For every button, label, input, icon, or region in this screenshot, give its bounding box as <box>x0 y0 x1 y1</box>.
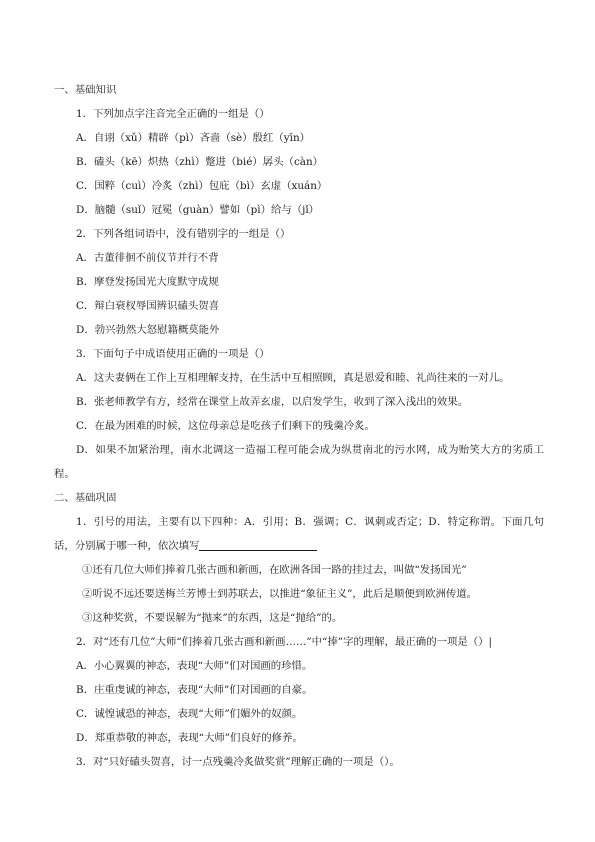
document-body <box>54 78 544 774</box>
question-1-option-c: C．国粹（cuì）冷炙（zhì）包庇（bì）玄虚（xuán） <box>76 180 328 192</box>
question-2-option-d: D．勃兴勃然大怒慰籍概莫能外 <box>76 324 220 336</box>
question-3-option-c: C．在最为困难的时候，这位母亲总是吃孩子们剩下的残羹冷炙。 <box>76 420 375 432</box>
question-3-stem: 3．下面句子中成语使用正确的一项是（） <box>76 348 270 360</box>
answer-blank[interactable] <box>199 538 317 551</box>
practice-2-option-c: C．诚惶诚恐的神态，表现“大师”们媚外的奴颜。 <box>76 708 303 720</box>
practice-1-stem-text: 1．引号的用法，主要有以下四种：A．引用；B．强调；C．讽刺或否定；D．特定称谓。下面几句话，分别属于哪一种，依次填写 <box>54 516 544 552</box>
question-2-option-c: C．辩白衰杈辱国辨识磕头贺喜 <box>76 300 220 312</box>
practice-1-sentence-1: ①还有几位大师们捧着几张古画和新画，在欧洲各国一路的挂过去，叫做“发扬国光” <box>82 564 467 576</box>
question-3-option-d: D．如果不加紧治理，南水北调这一造福工程可能会成为纵贯南北的污水网，成为贻笑大方的劣质工程。 <box>54 444 544 480</box>
practice-2-option-d: D．郑重恭敬的神态，表现“大师”们良好的修养。 <box>76 732 303 744</box>
practice-2-option-a: A．小心翼翼的神态，表现“大师”们对国画的珍惜。 <box>76 660 313 672</box>
practice-1-stem <box>54 510 544 558</box>
practice-3-stem: 3．对“只好磕头贺喜，讨一点残羹冷炙做奖赏”理解正确的一项是（）。 <box>76 756 400 768</box>
section-heading-consolidation: 二、基础巩固 <box>54 492 117 504</box>
practice-2-option-b: B．庄重虔诚的神态，表现“大师”们对国画的自豪。 <box>76 684 313 696</box>
question-2-stem: 2．下列各组词语中，没有错别字的一组是（） <box>76 228 291 240</box>
section-heading-basic-knowledge: 一、基础知识 <box>54 84 117 96</box>
question-1-option-b: B．磕头（kē）炽热（zhì）蹩进（bié）孱头（càn） <box>76 156 324 168</box>
question-1-option-a: A．自诩（xǔ）精辟（pì）吝啬（sè）殷红（yīn） <box>76 132 311 144</box>
question-1-option-d: D．脑髓（suǐ）冠冕（guàn）譬如（pì）给与（jǐ） <box>76 204 320 216</box>
question-3-option-b: B．张老师教学有方，经常在课堂上故弄玄虚，以启发学生，收到了深入浅出的效果。 <box>76 396 469 408</box>
question-2-option-b: B．摩登发扬国光大度默守成规 <box>76 276 219 288</box>
practice-1-sentence-3: ③这种奖赏，不要误解为“抛来”的东西，这是“抛给”的。 <box>82 612 343 624</box>
practice-1-sentence-2: ②听说不远还要送梅兰芳博士到苏联去，以推进“象征主义”，此后是顺便到欧洲传道。 <box>82 588 478 600</box>
question-2-option-a: A．古董徘徊不前仪节并行不背 <box>76 252 219 264</box>
question-1-stem: 1．下列加点字注音完全正确的一组是（） <box>76 108 270 120</box>
question-3-option-a: A．这夫妻俩在工作上互相理解支持，在生活中互相照顾，真是恩爱和睦、礼尚往来的一对儿。 <box>76 372 510 384</box>
practice-2-stem: 2．对“还有几位”大师“们捧着几张古画和新画……”中“捧”字的理解，最正确的一项是（）| <box>76 636 493 648</box>
